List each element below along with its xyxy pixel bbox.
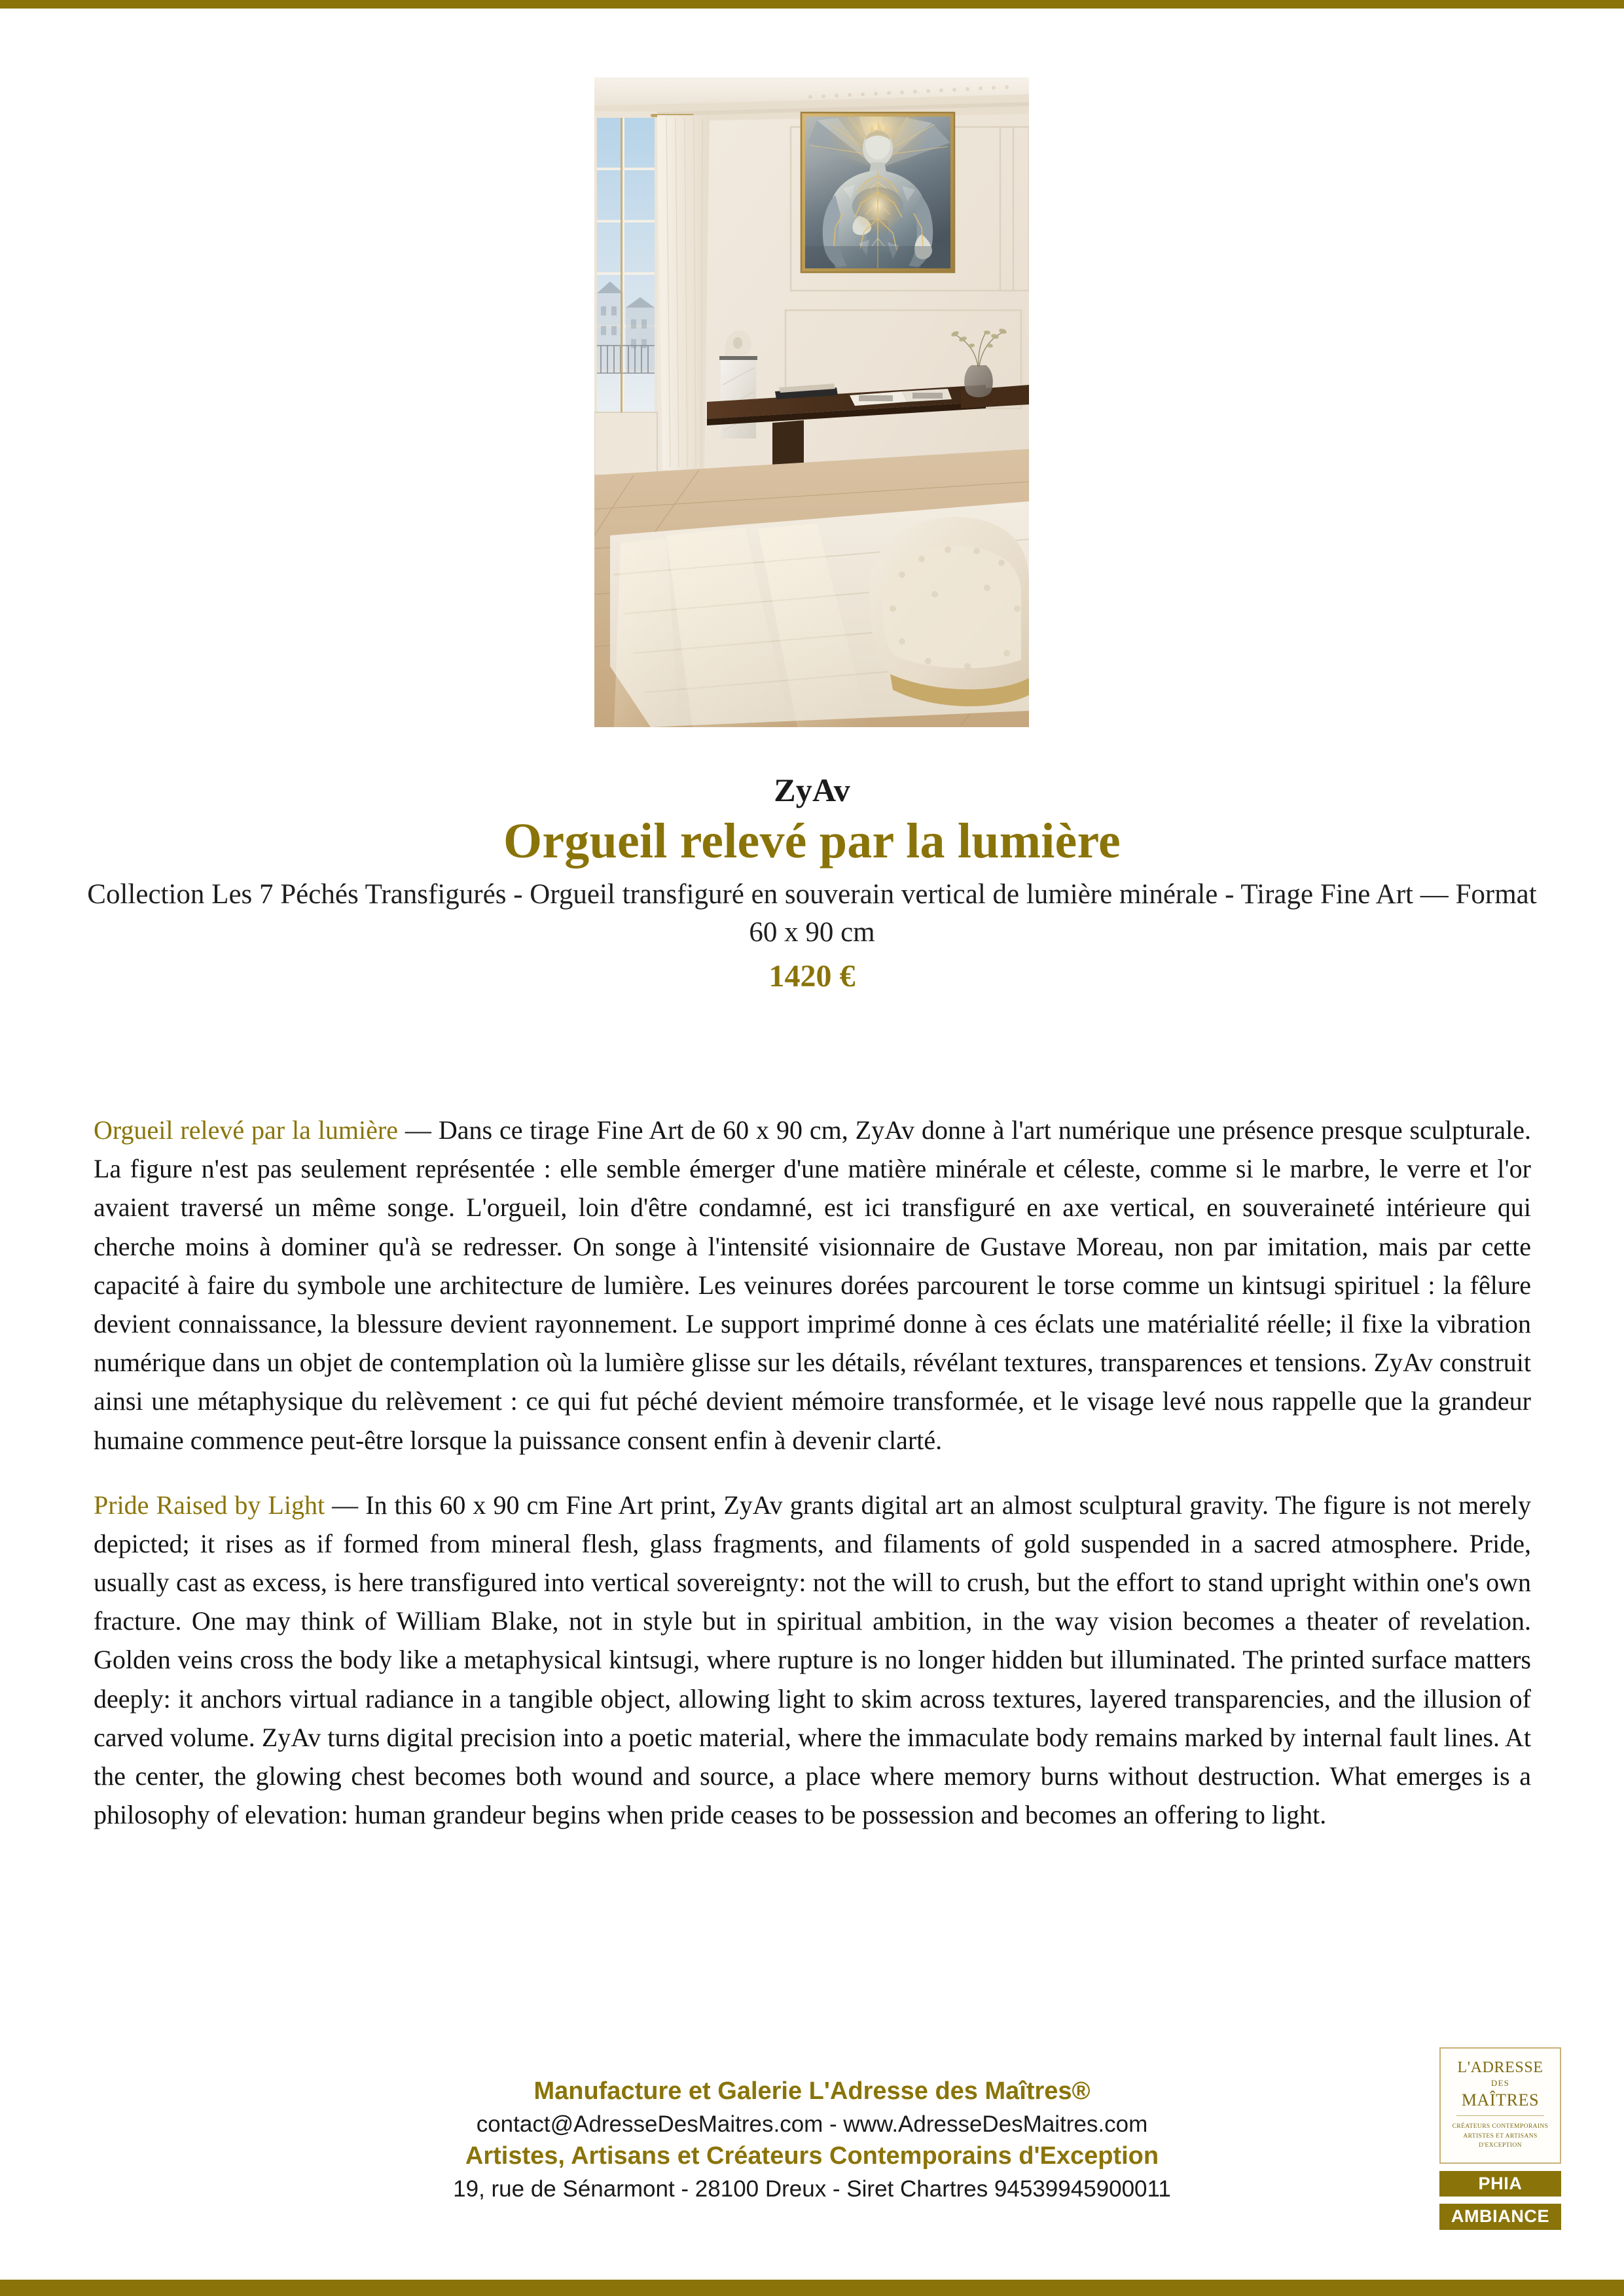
- paragraph-french-text: Dans ce tirage Fine Art de 60 x 90 cm, ZyAv donne à l'art numérique une présence presque sculpturale. La figure n'est pas seulement représentée : elle semble émerger d'une matière minérale et céleste, comme si le marbre, le verre et l'or avaient traversé un même songe. L'orgueil, loin d'être condamné, est ici transfiguré en axe vertical, en souveraineté intérieure qui cherche moins à dominer qu'à se redresser. On songe à l'intensité visionnaire de Gustave Moreau, non par imitation, mais par cette capacité à faire du symbole une architecture de lumière. Les veinures dorées parcourent le torse comme un kintsugi spirituel : la fêlure devient connaissance, la blessure devient rayonnement. Le support imprimé donne à ces éclats une matérialité réelle; il fixe la vibration numérique dans un objet de contemplation où la lumière glisse sur les détails, révélant textures, transparences et tensions. ZyAv construit ainsi une métaphysique du relèvement : ce qui fut péché devient mémoire transformée, et le visage levé nous rappelle que la grandeur humaine commence peut-être lorsque la puissance consent enfin à devenir clarté.: [94, 1115, 1532, 1455]
- artwork-title-block: [0, 771, 1624, 995]
- paragraph-french-lead-in: Orgueil relevé par la lumière: [94, 1115, 398, 1145]
- paragraph-english: [94, 1486, 1531, 1835]
- description-body: [94, 1111, 1531, 1834]
- logo-divider: [1456, 2115, 1544, 2116]
- logo-line-adresse: L'ADRESSE: [1457, 2059, 1543, 2076]
- footer-tagline: Artistes, Artisans et Créateurs Contemporains d'Exception: [465, 2142, 1159, 2170]
- artwork-photo-illustration: [594, 77, 1029, 727]
- logo-subline-createurs: CRÉATEURS CONTEMPORAINS: [1452, 2123, 1549, 2130]
- paragraph-english-dash: —: [325, 1490, 366, 1520]
- footer-company-name: Manufacture et Galerie L'Adresse des Maîtres®: [533, 2077, 1091, 2105]
- paragraph-french: [94, 1111, 1531, 1460]
- page-title: Orgueil relevé par la lumière: [503, 814, 1121, 869]
- top-gold-rule: [0, 0, 1624, 9]
- brand-bar-ambiance: AMBIANCE: [1439, 2204, 1561, 2229]
- footer-contact-block: [0, 2075, 1624, 2205]
- footer-contact-line[interactable]: contact@AdresseDesMaitres.com - www.AdresseDesMaitres.com: [476, 2111, 1148, 2137]
- bottom-gold-rule: [0, 2280, 1624, 2296]
- footer-address-line: 19, rue de Sénarmont - 28100 Dreux - Siret Chartres 94539945900011: [453, 2176, 1171, 2202]
- artist-name: ZyAv: [774, 772, 850, 808]
- adresse-des-maitres-logo: [1439, 2047, 1561, 2164]
- logo-line-des: DES: [1490, 2077, 1510, 2088]
- artwork-subtitle: Collection Les 7 Péchés Transfigurés - Orgueil transfiguré en souverain vertical de lumière minérale - Tirage Fine Art — Format 60 x 90 cm: [87, 878, 1537, 948]
- logo-line-maitres: MAÎTRES: [1461, 2090, 1540, 2109]
- paragraph-english-lead-in: Pride Raised by Light: [94, 1490, 325, 1520]
- paragraph-english-text: In this 60 x 90 cm Fine Art print, ZyAv grants digital art an almost sculptural gravity. The figure is not merely depicted; it rises as if formed from mineral flesh, glass fragments, and filaments of gold suspended in a sacred atmosphere. Pride, usually cast as excess, is here transfigured into vertical sovereignty: not the will to crush, but the effort to stand upright within one's own fracture. One may think of William Blake, not in style but in spiritual ambition, in the way vision becomes a theater of revelation. Golden veins cross the body like a metaphysical kintsugi, where rupture is no longer hidden but illuminated. The printed surface matters deeply: it anchors virtual radiance in a tangible object, allowing light to skim across textures, layered transparencies, and the illusion of carved volume. ZyAv turns digital precision into a poetic material, where the immaculate body remains marked by internal fault lines. At the center, the glowing chest becomes both wound and source, a place where memory burns without destruction. What emerges is a philosophy of elevation: human grandeur begins when pride ceases to be possession and becomes an offering to light.: [94, 1490, 1531, 1830]
- page-footer: [0, 2047, 1624, 2263]
- brand-bar-phia: PHIA: [1439, 2171, 1561, 2197]
- brand-logo-stack: [1439, 2047, 1561, 2230]
- artwork-photo: [594, 77, 1029, 727]
- logo-subline-artistes: ARTISTES ET ARTISANS: [1463, 2132, 1538, 2140]
- paragraph-french-dash: —: [397, 1115, 439, 1145]
- logo-subline-exception: D'EXCEPTION: [1479, 2142, 1522, 2149]
- artwork-price: 1420 €: [768, 958, 856, 994]
